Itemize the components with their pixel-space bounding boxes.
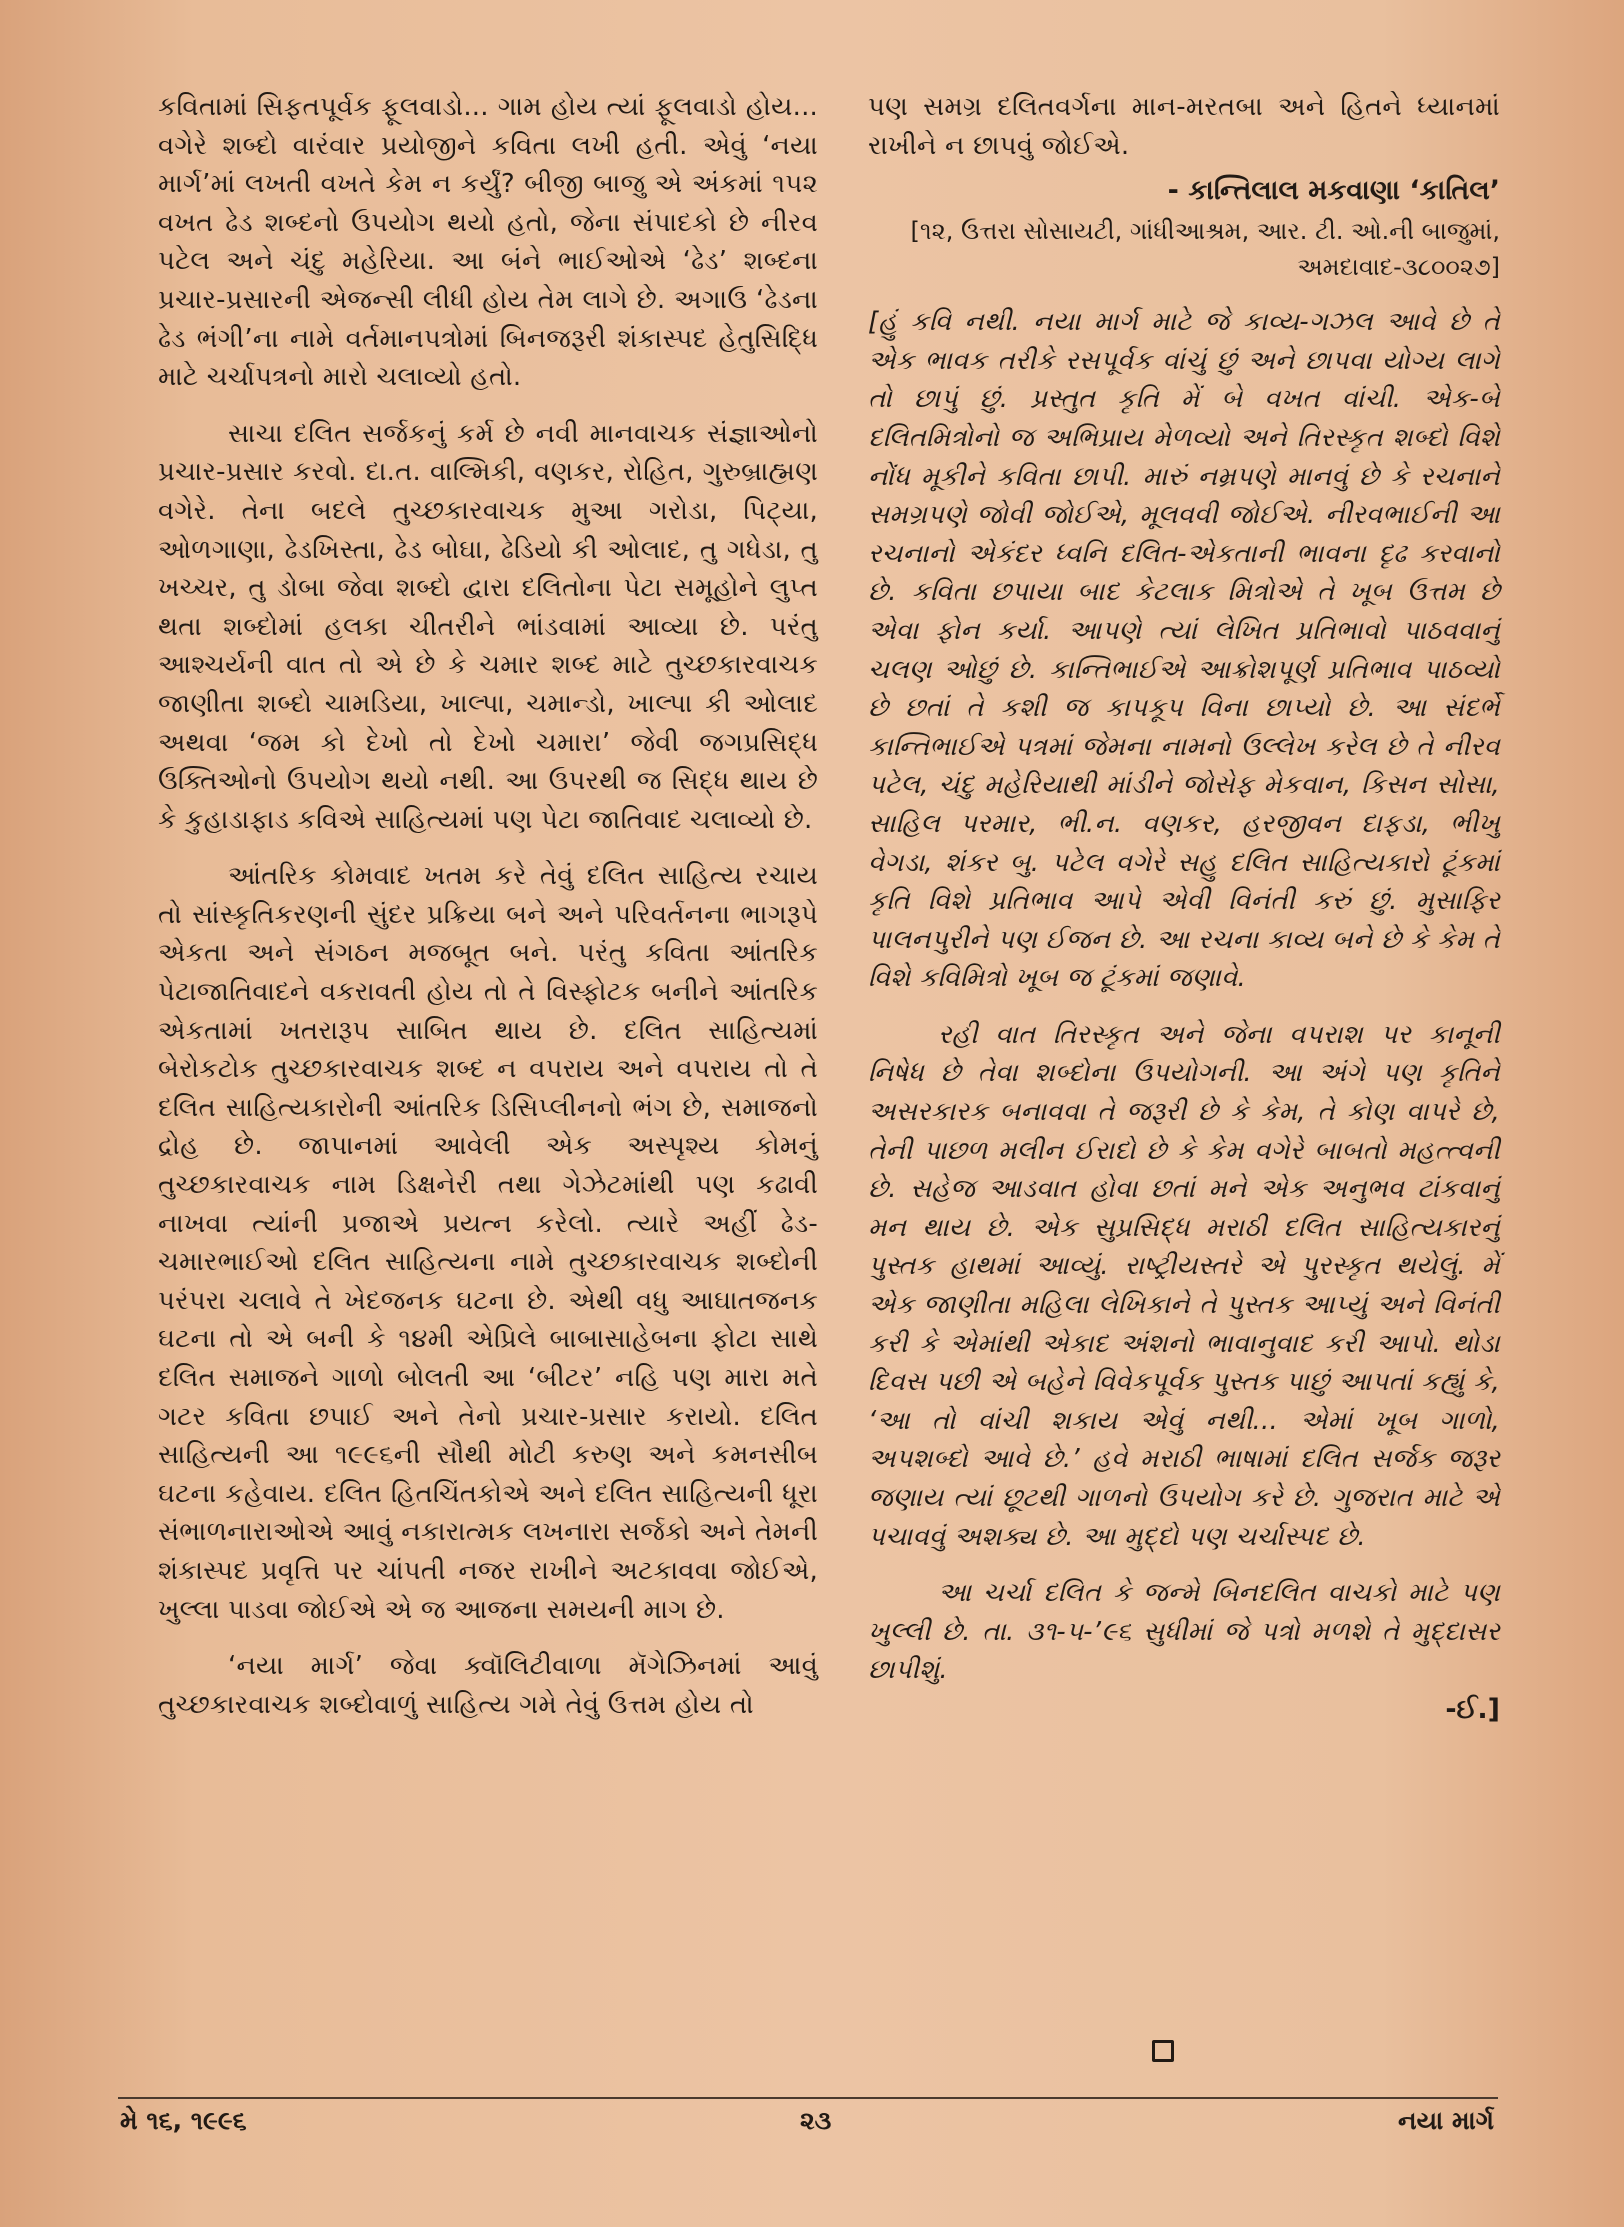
end-mark-icon bbox=[1152, 2040, 1174, 2062]
letter-signature: - કાન્તિલાલ મકવાણા ‘કાતિલ’ bbox=[1167, 175, 1500, 207]
magazine-name: નયા માર્ગ bbox=[1398, 2106, 1494, 2135]
right-paragraph-1: પણ સમગ્ર દલિતવર્ગના માન-મરતબા અને હિતને ધ્યાનમાં રાખીને ન છાપવું જોઈએ. bbox=[868, 92, 1500, 161]
right-column bbox=[868, 88, 1500, 1730]
left-paragraph-2: સાચા દલિત સર્જકનું કર્મ છે નવી માનવાચક સંજ્ઞાઓનો પ્રચાર-પ્રસાર કરવો. દા.ત. વાલ્મિકી, વણકર, રોહિત, ગુરુબ્રાહ્મણ વગેરે. તેના બદલે તુચ્છકારવાચક મુઆ ગરોડા, પિટ્યા, ઓળગાણા, ઢેડખિસ્તા, ઢેડ બોઘા, ઢેડિયો કી ઓલાદ, તુ ગધેડા, તુ ખચ્ચર, તુ ડોબા જેવા શબ્દો દ્વારા દલિતોના પેટા સમૂહોને લુપ્ત થતા શબ્દોમાં હલકા ચીતરીને ભાંડવામાં આવ્યા છે. પરંતુ આશ્ચર્યની વાત તો એ છે કે ચમાર શબ્દ માટે તુચ્છકારવાચક જાણીતા શબ્દો ચામડિયા, ખાલ્પા, ચમાન્ડો, ખાલ્પા કી ઓલાદ અથવા ‘જમ કો દેખો તો દેખો ચમારા’ જેવી જગપ્રસિદ્ધ ઉક્તિઓનો ઉપયોગ થયો નથી. આ ઉપરથી જ સિદ્ધ થાય છે કે કુહાડાફાડ કવિએ સાહિત્યમાં પણ પેટા જાતિવાદ ચલાવ્યો છે. bbox=[158, 418, 818, 835]
left-paragraph-4: ‘નયા માર્ગ’ જેવા ક્વૉલિટીવાળા મૅગેઝિનમાં આવું તુચ્છકારવાચક શબ્દોવાળું સાહિત્ય ગમે તેવું ઉત્તમ હોય તો bbox=[158, 1651, 818, 1720]
editor-note-2: રહી વાત તિરસ્કૃત અને જેના વપરાશ પર કાનૂની નિષેધ છે તેવા શબ્દોના ઉપયોગની. આ અંગે પણ કૃતિને અસરકારક બનાવવા તે જરૂરી છે કે કેમ, તે કોણ વાપરે છે, તેની પાછળ મલીન ઈરાદો છે કે કેમ વગેરે બાબતો મહત્ત્વની છે. સહેજ આડવાત હોવા છતાં મને એક અનુભવ ટાંકવાનું મન થાય છે. એક સુપ્રસિદ્ધ મરાઠી દલિત સાહિત્યકારનું પુસ્તક હાથમાં આવ્યું. રાષ્ટ્રીયસ્તરે એ પુરસ્કૃત થયેલું. મેં એક જાણીતા મહિલા લેખિકાને તે પુસ્તક આપ્યું અને વિનંતી કરી કે એમાંથી એકાદ અંશનો ભાવાનુવાદ કરી આપો. થોડા દિવસ પછી એ બહેને વિવેકપૂર્વક પુસ્તક પાછું આપતાં કહ્યું કે, ‘આ તો વાંચી શકાય એવું નથી... એમાં ખૂબ ગાળો, અપશબ્દો આવે છે.’ હવે મરાઠી ભાષામાં દલિત સર્જક જરૂર જણાય ત્યાં છૂટથી ગાળનો ઉપયોગ કરે છે. ગુજરાત માટે એ પચાવવું અશક્ય છે. આ મુદ્દો પણ ચર્ચાસ્પદ છે. bbox=[868, 1019, 1500, 1552]
letter-address: [૧૨, ઉત્તરા સોસાયટી, ગાંધીઆશ્રમ, આર. ટી. ઓ.ની બાજુમાં, અમદાવાદ-૩૮૦૦૨૭] bbox=[910, 217, 1500, 282]
footer-rule bbox=[118, 2097, 1498, 2099]
left-paragraph-1: કવિતામાં સિફતપૂર્વક ફૂલવાડો... ગામ હોય ત્યાં ફૂલવાડો હોય... વગેરે શબ્દો વારંવાર પ્રયોજીને કવિતા લખી હતી. એવું ‘નયા માર્ગ’માં લખતી વખતે કેમ ન કર્યું? બીજી બાજુ એ અંકમાં ૧૫૨ વખત ઢેડ શબ્દનો ઉપયોગ થયો હતો, જેના સંપાદકો છે નીરવ પટેલ અને ચંદુ મહેરિયા. આ બંને ભાઈઓએ ‘ઢેડ’ શબ્દના પ્રચાર-પ્રસારની એજન્સી લીધી હોય તેમ લાગે છે. અગાઉ ‘ઢેડના ઢેડ ભંગી’ના નામે વર્તમાનપત્રોમાં બિનજરૂરી શંકાસ્પદ હેતુસિદ્ધિ માટે ચર્ચાપત્રનો મારો ચલાવ્યો હતો. bbox=[158, 92, 818, 393]
editor-signature: -ઈ.] bbox=[1445, 1693, 1500, 1725]
page-number: ૨૩ bbox=[800, 2106, 832, 2135]
editor-note-1: [હું કવિ નથી. નયા માર્ગ માટે જે કાવ્ય-ગઝલ આવે છે તે એક ભાવક તરીકે રસપૂર્વક વાંચું છું અને છાપવા યોગ્ય લાગે તો છાપું છું. પ્રસ્તુત કૃતિ મેં બે વખત વાંચી. એક-બે દલિતમિત્રોનો જ અભિપ્રાય મેળવ્યો અને તિરસ્કૃત શબ્દો વિશે નોંધ મૂકીને કવિતા છાપી. મારું નમ્રપણે માનવું છે કે રચનાને સમગ્રપણે જોવી જોઈએ, મૂલવવી જોઈએ. નીરવભાઈની આ રચનાનો એકંદર ધ્વનિ દલિત-એકતાની ભાવના દૃઢ કરવાનો છે. કવિતા છપાયા બાદ કેટલાક મિત્રોએ તે ખૂબ ઉત્તમ છે એવા ફોન કર્યા. આપણે ત્યાં લેખિત પ્રતિભાવો પાઠવવાનું ચલણ ઓછું છે. કાન્તિભાઈએ આક્રોશપૂર્ણ પ્રતિભાવ પાઠવ્યો છે છતાં તે કશી જ કાપકૂપ વિના છાપ્યો છે. આ સંદર્ભે કાન્તિભાઈએ પત્રમાં જેમના નામનો ઉલ્લેખ કરેલ છે તે નીરવ પટેલ, ચંદુ મહેરિયાથી માંડીને જોસેફ મેકવાન, કિસન સોસા, સાહિલ પરમાર, ભી.ન. વણકર, હરજીવન દાફડા, ભીખુ વેગડા, શંકર બુ. પટેલ વગેરે સહુ દલિત સાહિત્યકારો ટૂંકમાં કૃતિ વિશે પ્રતિભાવ આપે એવી વિનંતી કરું છું. મુસાફિર પાલનપુરીને પણ ઈજન છે. આ રચના કાવ્ય બને છે કે કેમ તે વિશે કવિમિત્રો ખૂબ જ ટૂંકમાં જણાવે. bbox=[868, 307, 1500, 994]
left-column bbox=[158, 88, 818, 1724]
left-paragraph-3: આંતરિક કોમવાદ ખતમ કરે તેવું દલિત સાહિત્ય રચાય તો સાંસ્કૃતિકરણની સુંદર પ્રક્રિયા બને અને પરિવર્તનના ભાગરૂપે એકતા અને સંગઠન મજબૂત બને. પરંતુ કવિતા આંતરિક પેટાજાતિવાદને વકરાવતી હોય તો તે વિસ્ફોટક બનીને આંતરિક એકતામાં ખતરારૂપ સાબિત થાય છે. દલિત સાહિત્યમાં બેરોકટોક તુચ્છકારવાચક શબ્દ ન વપરાય અને વપરાય તો તે દલિત સાહિત્યકારોની આંતરિક ડિસિપ્લીનનો ભંગ છે, સમાજનો દ્રોહ છે. જાપાનમાં આવેલી એક અસ્પૃશ્ય કોમનું તુચ્છકારવાચક નામ ડિક્ષનેરી તથા ગેઝેટમાંથી પણ કઢાવી નાખવા ત્યાંની પ્રજાએ પ્રયત્ન કરેલો. ત્યારે અહીં ઢેડ-ચમારભાઈઓ દલિત સાહિત્યના નામે તુચ્છકારવાચક શબ્દોની પરંપરા ચલાવે તે ખેદજનક ઘટના છે. એથી વધુ આઘાતજનક ઘટના તો એ બની કે ૧૪મી એપ્રિલે બાબાસાહેબના ફોટા સાથે દલિત સમાજને ગાળો બોલતી આ ‘બીટર’ નહિ પણ મારા મતે ગટર કવિતા છપાઈ અને તેનો પ્રચાર-પ્રસાર કરાયો. દલિત સાહિત્યની આ ૧૯૯૬ની સૌથી મોટી કરુણ અને કમનસીબ ઘટના કહેવાય. દલિત હિતચિંતકોએ અને દલિત સાહિત્યની ધૂરા સંભાળનારાઓએ આવું નકારાત્મક લખનારા સર્જકો અને તેમની શંકાસ્પદ પ્રવૃત્તિ પર ચાંપતી નજર રાખીને અટકાવવા જોઈએ, ખુલ્લા પાડવા જોઈએ એ જ આજના સમયની માગ છે. bbox=[158, 861, 818, 1625]
footer-date: મે ૧૬, ૧૯૯૬ bbox=[120, 2106, 247, 2135]
editor-note-3: આ ચર્ચા દલિત કે જન્મે બિનદલિત વાચકો માટે પણ ખુલ્લી છે. તા. ૩૧-૫-’૯૬ સુધીમાં જે પત્રો મળશે તે મુદ્દાસર છાપીશું. bbox=[868, 1578, 1500, 1686]
